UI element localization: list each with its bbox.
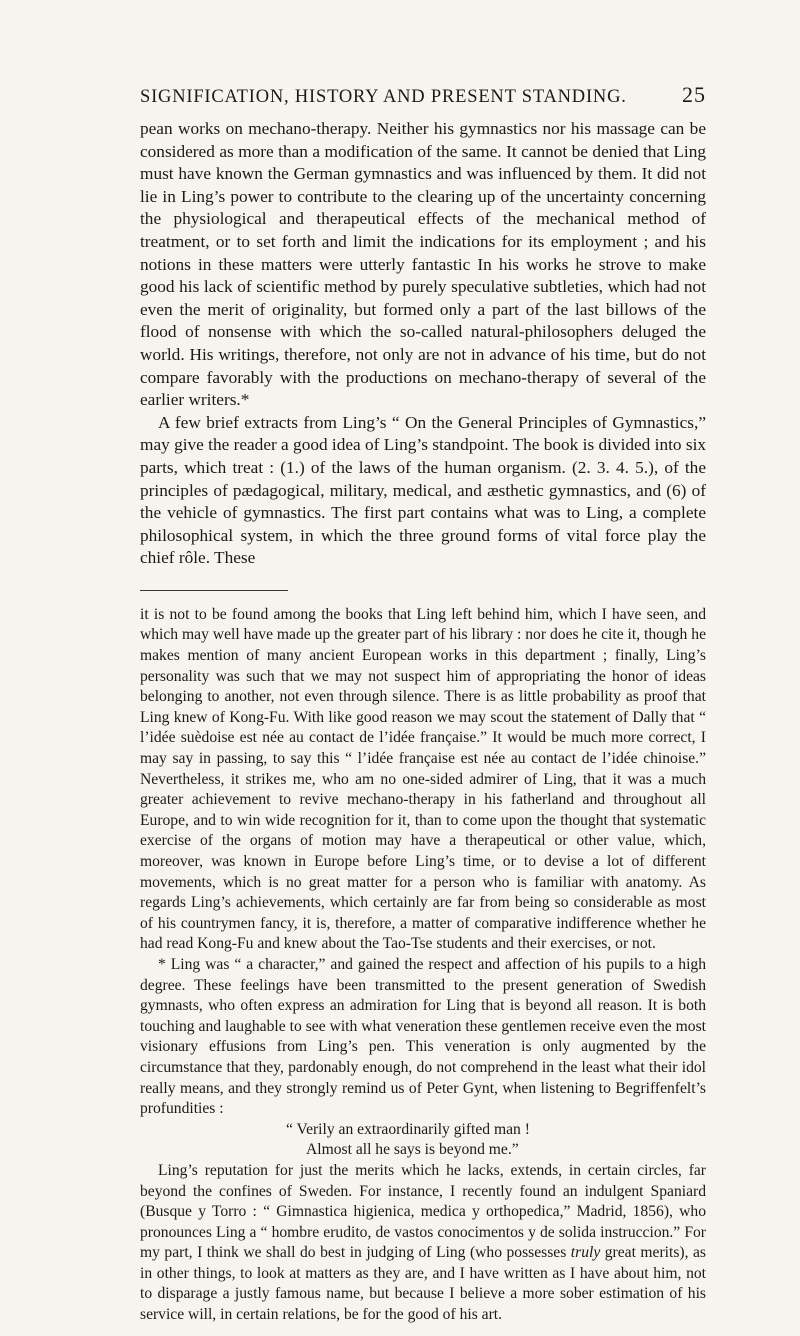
body-paragraph-1: pean works on mechano-therapy. Neither his gymnastics nor his massage can be considered as more than a modification of the same. It cannot be denied that Ling must have known the German gymnastics and was influenced by them. It did not lie in Ling’s power to contribute to the clearing up of the uncertainty concerning the physiological and therapeutical effects of the mechanical method of treatment, or to set forth and limit the indications for its employment ; and his notions in these matters were utterly fantastic In his works he strove to make good his lack of scientific method by purely speculative subtleties, which had not even the merit of originality, but formed only a part of the last billows of the flood of nonsense with which the so-called natural-philosophers deluged the world. His writings, therefore, not only are not in advance of his time, but do not compare favorably with the productions on mechano-therapy of several of the earlier writers.* — [140, 119, 706, 410]
footnote-continuation: it is not to be found among the books that Ling left behind him, which I have seen, and which may well have made up the greater part of his library : nor does he cite it, though he makes mention of many ancient European works in this department ; finally, Ling’s personality was such that we may not suspect him of appropriating the honor of ideas belonging to another, not even through silence. There is as little probability as proof that Ling knew of Kong-Fu. With like good reason we may scout the statement of Dally that “ l’idée suèdoise est née au contact de l’idée française.” It would be much more correct, I may say in passing, to say this “ l’idée française est née au contact de l’idée chinoise.” Nevertheless, it strikes me, who am no one-sided admirer of Ling, that it was a much greater achievement to revive mechano-therapy in his fatherland and throughout all Europe, and to win wide recognition for it, than to come upon the thought that systematic exercise of the organs of motion may have a therapeutical or other value, which, moreover, was known in Europe before Ling’s time, or to devise a lot of different movements, which is no great matter for a person who is familiar with anatomy. As regards Ling’s achievements, which certainly are far from being so considerable as most of his countrymen fancy, it is, therefore, a matter of comparative indifference whether he had read Kong-Fu and knew about the Tao-Tse students and their exercises, or not. — [140, 605, 706, 953]
verse-line-1: “ Verily an extraordinarily gifted man ! — [286, 1120, 530, 1138]
footnote-text-after-italic: great merits), as in other things, to look at matters as they are, and I have written as I have about him, not to disparage a justly famous name, but because I believe a more sober estimation of his service will, in certain relations, be for the good of his art. — [140, 1244, 706, 1324]
running-head — [140, 82, 706, 108]
italic-word: truly — [570, 1244, 601, 1262]
footnotes — [140, 605, 706, 1326]
page-number: 25 — [682, 82, 706, 107]
footnote-asterisk: * Ling was “ a character,” and gained the respect and affection of his pupils to a high degree. These feelings have been transmitted to the present generation of Swedish gymnasts, who often express an admiration for Ling that is beyond all reason. It is both touching and laughable to see with what veneration these gentlemen receive even the most visionary effusions from Ling’s pen. This veneration is only augmented by the circumstance that they, pardonably enough, do not comprehend in the least what their idol really means, and they strongly remind us of Peter Gynt, when listening to Begriffenfelt’s profundities : — [140, 955, 706, 1118]
body-paragraph-2: A few brief extracts from Ling’s “ On the General Principles of Gymnastics,” may give the reader a good idea of Ling’s standpoint. The book is divided into six parts, which treat : (1.) of the laws of the human organism. (2. 3. 4. 5.), of the principles of pædagogical, military, medical, and æsthetic gymnastics, and (6) of the vehicle of gymnastics. The first part contains what was to Ling, a complete philosophical system, in which the three ground forms of vital force play the chief rôle. These — [140, 412, 707, 568]
running-head-title: SIGNIFICATION, HISTORY AND PRESENT STANDING. — [140, 87, 627, 107]
verse-line-2: Almost all he says is beyond me.” — [306, 1141, 519, 1159]
footnote-divider — [140, 590, 288, 591]
main-text — [140, 118, 706, 570]
footnote-final-paragraph — [140, 1161, 706, 1326]
footnote-text-before-italic: Ling’s reputation for just the merits which he lacks, extends, in certain circles, far beyond the confines of Sweden. For instance, I recently found an indulgent Spaniard (Busque y Torro : “ Gimnastica higienica, medica y orthopedica,” Madrid, 1856), who pronounces Ling a “ hombre erudito, de vastos conocimentos y de solida instruccion.” For my part, I think we shall do best in judging of Ling (who possesses — [140, 1161, 706, 1262]
